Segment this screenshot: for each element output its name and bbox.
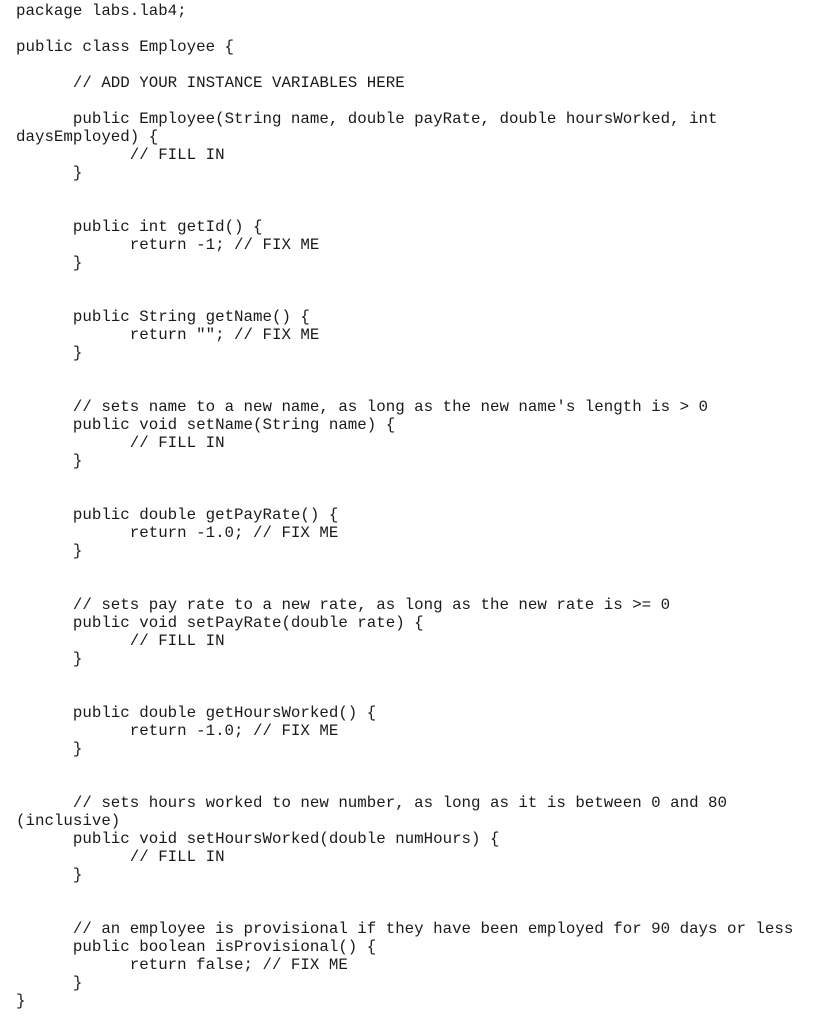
code-line — [16, 380, 793, 398]
code-line — [16, 362, 793, 380]
code-line: return -1.0; // FIX ME — [16, 722, 339, 740]
code-line: // sets pay rate to a new rate, as long as the new rate is >= 0 — [16, 596, 671, 614]
code-line: } — [16, 452, 83, 470]
code-line — [16, 56, 793, 74]
code-line — [16, 884, 793, 902]
code-line — [16, 668, 793, 686]
code-line: } — [16, 254, 83, 272]
code-line: return -1.0; // FIX ME — [16, 524, 339, 542]
code-line — [16, 578, 793, 596]
code-line — [16, 488, 793, 506]
code-line: } — [16, 974, 83, 992]
code-line: // sets name to a new name, as long as the new name's length is > 0 — [16, 398, 709, 416]
code-line: public void setPayRate(double rate) { — [16, 614, 424, 632]
code-line: public void setHoursWorked(double numHours) { — [16, 830, 500, 848]
code-line — [16, 470, 793, 488]
code-line: public Employee(String name, double payRate, double hoursWorked, int — [16, 110, 718, 128]
code-line: package labs.lab4; — [16, 2, 187, 20]
code-line: public int getId() { — [16, 218, 263, 236]
code-line — [16, 560, 793, 578]
code-line: // FILL IN — [16, 632, 225, 650]
code-document — [16, 2, 793, 1010]
code-line — [16, 272, 793, 290]
code-line: daysEmployed) { — [16, 128, 159, 146]
code-line: } — [16, 740, 83, 758]
code-line: } — [16, 866, 83, 884]
code-line — [16, 902, 793, 920]
code-line: } — [16, 344, 83, 362]
code-line: return -1; // FIX ME — [16, 236, 320, 254]
code-line: // sets hours worked to new number, as long as it is between 0 and 80 — [16, 794, 727, 812]
code-line — [16, 290, 793, 308]
code-line: // FILL IN — [16, 434, 225, 452]
code-line: public void setName(String name) { — [16, 416, 396, 434]
code-line: } — [16, 992, 26, 1010]
code-line: public class Employee { — [16, 38, 235, 56]
code-line — [16, 776, 793, 794]
code-line — [16, 758, 793, 776]
code-line: (inclusive) — [16, 812, 121, 830]
code-line — [16, 686, 793, 704]
code-line: public String getName() { — [16, 308, 310, 326]
code-line: } — [16, 542, 83, 560]
code-line: return ""; // FIX ME — [16, 326, 320, 344]
code-line — [16, 182, 793, 200]
code-line — [16, 92, 793, 110]
code-line: // an employee is provisional if they have been employed for 90 days or less — [16, 920, 794, 938]
code-line: return false; // FIX ME — [16, 956, 348, 974]
code-line: public double getHoursWorked() { — [16, 704, 377, 722]
code-line: } — [16, 650, 83, 668]
code-line — [16, 200, 793, 218]
code-line: public boolean isProvisional() { — [16, 938, 377, 956]
code-line — [16, 20, 793, 38]
code-line: public double getPayRate() { — [16, 506, 339, 524]
code-line: // ADD YOUR INSTANCE VARIABLES HERE — [16, 74, 405, 92]
code-line: // FILL IN — [16, 146, 225, 164]
code-line: } — [16, 164, 83, 182]
code-line: // FILL IN — [16, 848, 225, 866]
